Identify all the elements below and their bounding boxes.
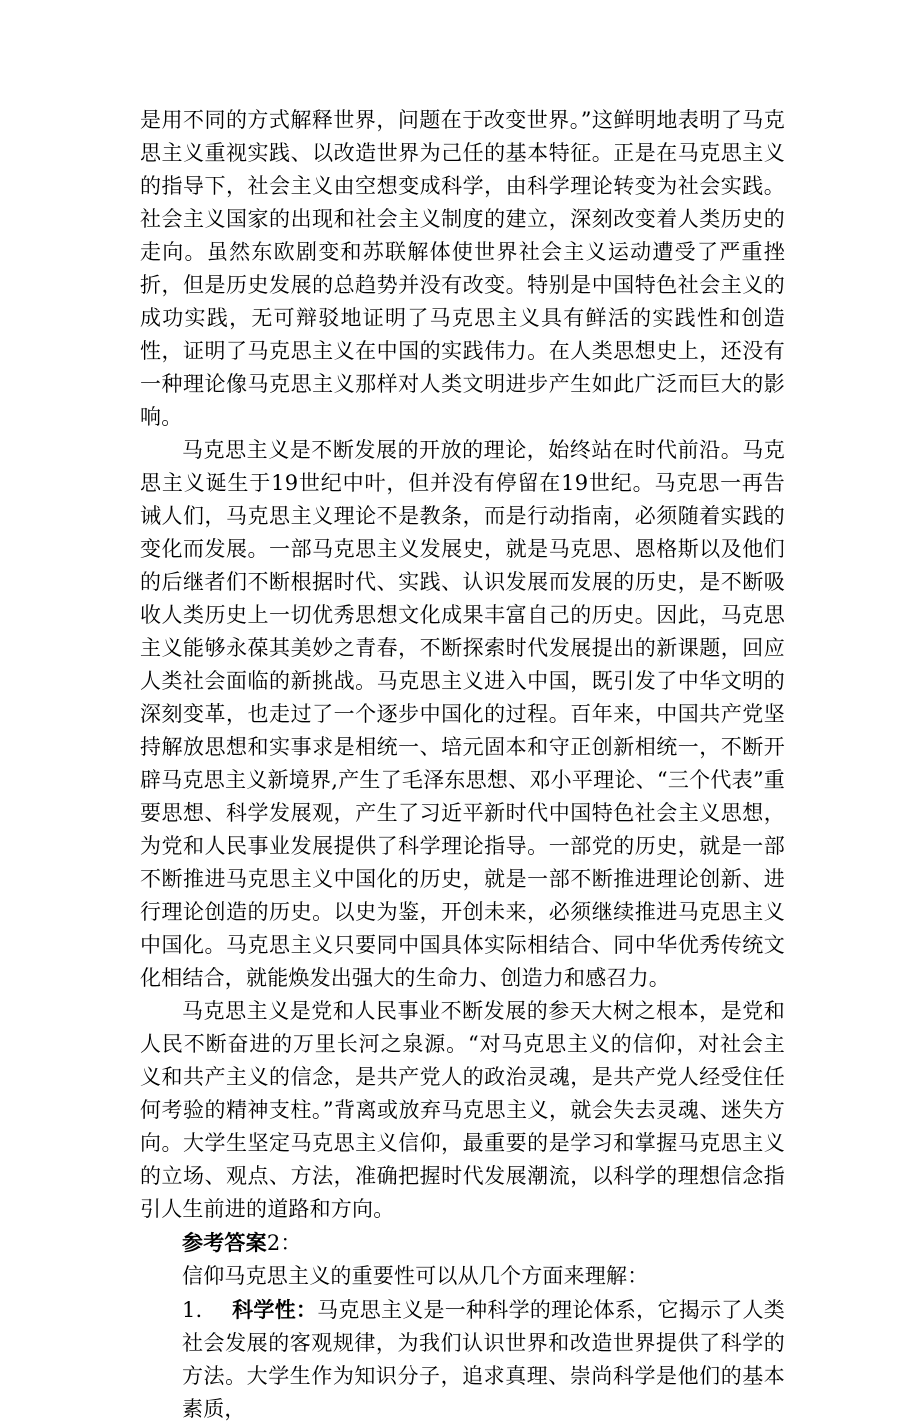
paragraph-continuation: 是用不同的方式解释世界，问题在于改变世界。”这鲜明地表明了马克思主义重视实践、以改造世界为己任的基本特征。正是在马克思主义的指导下，社会主义由空想变成科学，由科学理论转变为社会实践。社会主义国家的出现和社会主义制度的建立，深刻改变着人类历史的走向。虽然东欧剧变和苏联解体使世界社会主义运动遭受了严重挫折，但是历史发展的总趋势并没有改变。特别是中国特色社会主义的成功实践，无可辩驳地证明了马克思主义具有鲜活的实践性和创造性，证明了马克思主义在中国的实践伟力。在人类思想史上，还没有一种理论像马克思主义那样对人类文明进步产生如此广泛而巨大的影响。 xyxy=(140,108,785,429)
answer-heading xyxy=(140,1226,785,1260)
list-item-science xyxy=(140,1293,785,1426)
document-page xyxy=(140,104,785,1426)
list-item-title: 科学性： xyxy=(232,1297,318,1322)
answer-intro: 信仰马克思主义的重要性可以从几个方面来理解： xyxy=(182,1264,649,1288)
answer-heading-label: 参考答案 xyxy=(182,1230,267,1255)
answer-heading-number: 2： xyxy=(266,1231,302,1255)
paragraph-open-theory: 马克思主义是不断发展的开放的理论，始终站在时代前沿。马克思主义诞生于19世纪中叶，但并没有停留在19世纪。马克思一再告诫人们，马克思主义理论不是教条，而是行动指南，必须随着实践的变化而发展。一部马克思主义发展史，就是马克思、恩格斯以及他们的后继者们不断根据时代、实践、认识发展而发展的历史，是不断吸收人类历史上一切优秀思想文化成果丰富自己的历史。因此，马克思主义能够永葆其美妙之青春，不断探索时代发展提出的新课题，回应人类社会面临的新挑战。马克思主义进入中国，既引发了中华文明的深刻变革，也走过了一个逐步中国化的过程。百年来，中国共产党坚持解放思想和实事求是相统一、培元固本和守正创新相统一，不断开辟马克思主义新境界,产生了毛泽东思想、邓小平理论、“三个代表”重要思想、科学发展观，产生了习近平新时代中国特色社会主义思想，为党和人民事业发展提供了科学理论指导。一部党的历史，就是一部不断推进马克思主义中国化的历史，就是一部不断推进理论创新、进行理论创造的历史。以史为鉴，开创未来，必须继续推进马克思主义中国化。马克思主义只要同中国具体实际相结合、同中华优秀传统文化相结合，就能焕发出强大的生命力、创造力和感召力。 xyxy=(140,438,785,990)
list-item-text: 马克思主义是一种科学的理论体系，它揭示了人类社会发展的客观规律，为我们认识世界和改造世界提供了科学的方法。大学生作为知识分子，追求真理、崇尚科学是他们的基本素质， xyxy=(182,1298,785,1421)
paragraph-root-of-cause: 马克思主义是党和人民事业不断发展的参天大树之根本，是党和人民不断奋进的万里长河之泉源。“对马克思主义的信仰，对社会主义和共产主义的信念，是共产党人的政治灵魂，是共产党人经受住任何考验的精神支柱。”背离或放弃马克思主义，就会失去灵魂、迷失方向。大学生坚定马克思主义信仰，最重要的是学习和掌握马克思主义的立场、观点、方法，准确把握时代发展潮流，以科学的理想信念指引人生前进的道路和方向。 xyxy=(140,999,785,1221)
list-item-number: 1. xyxy=(182,1298,203,1322)
